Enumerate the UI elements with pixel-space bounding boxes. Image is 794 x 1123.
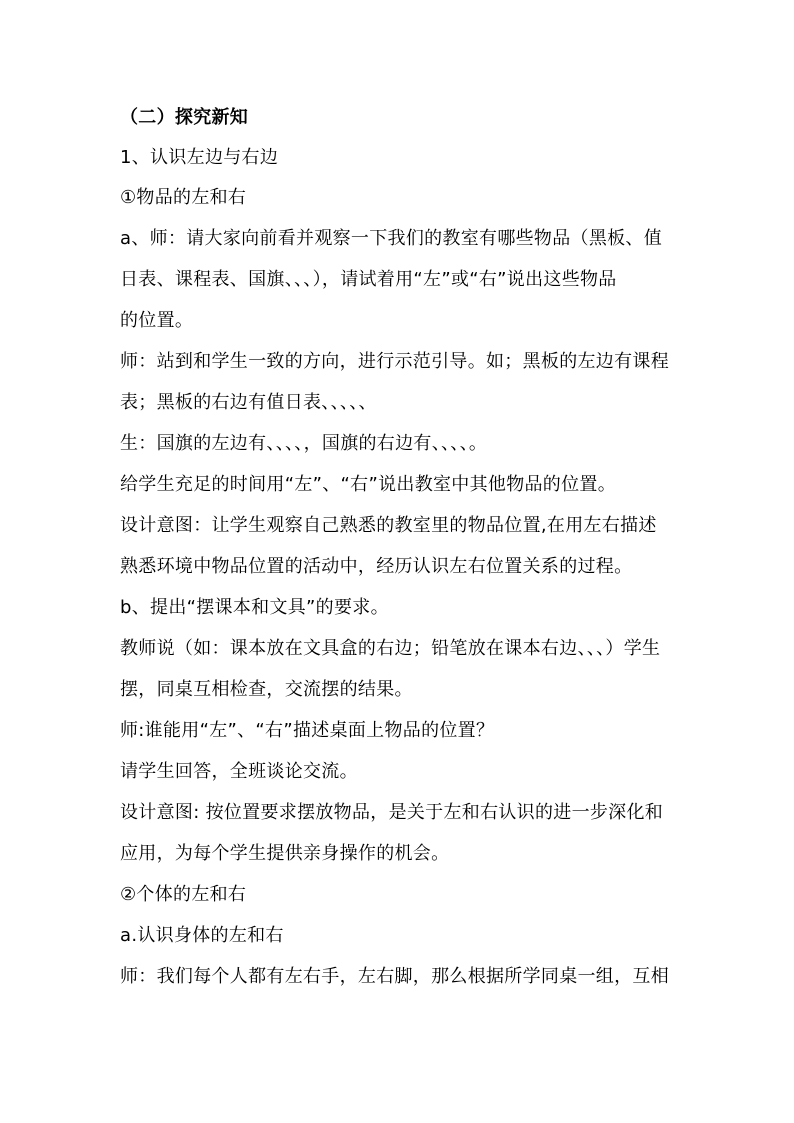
paragraph-line: 生：国旗的左边有、、、、，国旗的右边有、、、、。 bbox=[120, 433, 488, 454]
paragraph-line: 应用，为每个学生提供亲身操作的机会。 bbox=[120, 843, 450, 864]
paragraph-line: 给学生充足的时间用“左”、“右”说出教室中其他物品的位置。 bbox=[120, 474, 616, 495]
paragraph-line: a.认识身体的左和右 bbox=[120, 925, 284, 946]
paragraph-line: 设计意图：让学生观察自己熟悉的教室里的物品位置,在用左右描述 bbox=[120, 515, 657, 536]
section-heading: （二）探究新知 bbox=[120, 107, 249, 128]
paragraph-line: 师：站到和学生一致的方向，进行示范引导。如；黑板的左边有课程 bbox=[120, 351, 669, 372]
paragraph-line: 日表、课程表、国旗、、、），请试着用“左”或“右”说出这些物品 bbox=[120, 269, 617, 290]
paragraph-line: 请学生回答，全班谈论交流。 bbox=[120, 761, 358, 782]
paragraph-line: 师：我们每个人都有左右手，左右脚，那么根据所学同桌一组，互相 bbox=[120, 966, 669, 987]
item-title: ①物品的左和右 bbox=[120, 187, 247, 208]
paragraph-line: 师:谁能用“左”、“右”描述桌面上物品的位置？ bbox=[120, 720, 495, 741]
paragraph-line: 表；黑板的右边有值日表、、、、、 bbox=[120, 392, 377, 413]
paragraph-line: 的位置。 bbox=[120, 310, 194, 331]
paragraph-line: 设计意图: 按位置要求摆放物品，是关于左和右认识的进一步深化和 bbox=[120, 802, 664, 823]
item-title: ②个体的左和右 bbox=[120, 884, 247, 905]
paragraph-line: 熟悉环境中物品位置的活动中，经历认识左右位置关系的过程。 bbox=[120, 556, 633, 577]
subsection-title: 1、认识左边与右边 bbox=[120, 147, 279, 168]
paragraph-line: 摆，同桌互相检查，交流摆的结果。 bbox=[120, 679, 413, 700]
paragraph-line: b、提出“摆课本和文具”的要求。 bbox=[120, 597, 389, 618]
paragraph-line: a、师：请大家向前看并观察一下我们的教室有哪些物品（黑板、值 bbox=[120, 228, 663, 249]
paragraph-line: 教师说（如：课本放在文具盒的右边；铅笔放在课本右边、、、）学生 bbox=[120, 638, 661, 659]
